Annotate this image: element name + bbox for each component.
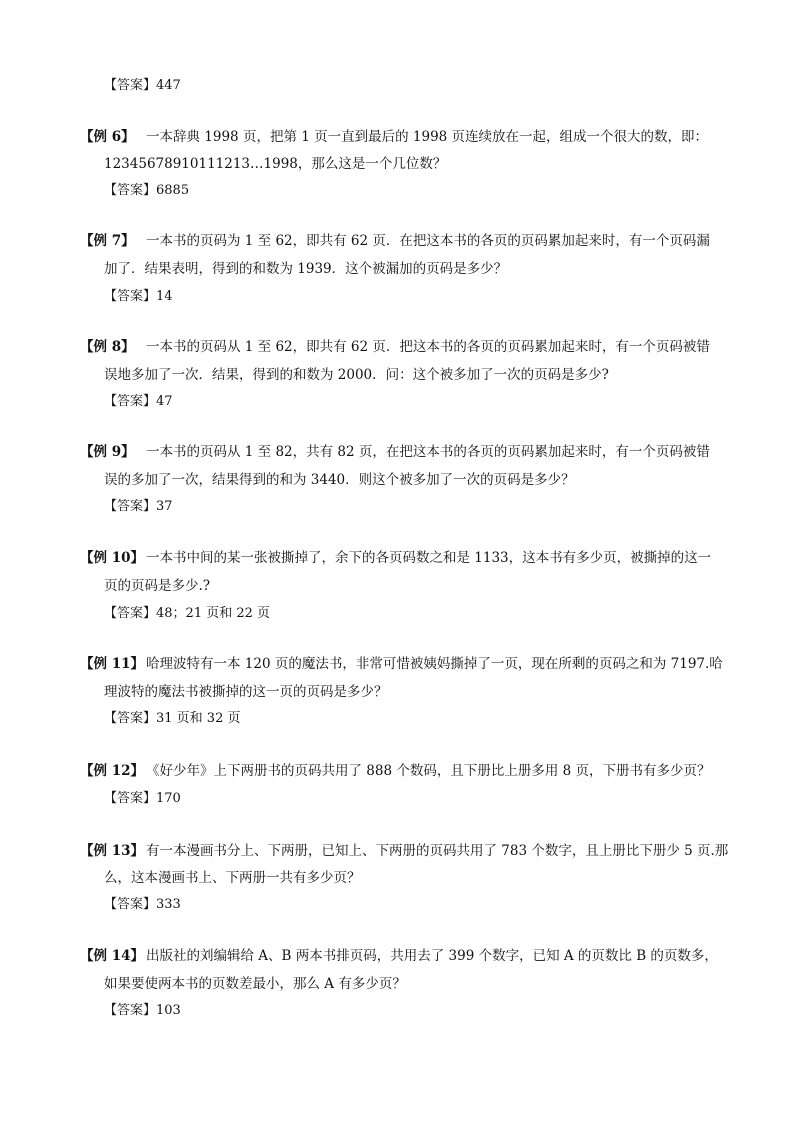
- answer-line: 【答案】103: [104, 1003, 181, 1018]
- example-text: 有一本漫画书分上、下两册，已知上、下两册的页码共用了 783 个数字，且上册比下册少 5 页.那: [146, 843, 729, 859]
- example-label: 【例 6】: [80, 129, 135, 145]
- example-text: 页的页码是多少.?: [104, 578, 211, 594]
- answer-line: 【答案】31 页和 32 页: [104, 711, 241, 726]
- answer-line: 【答案】447: [104, 78, 181, 93]
- example-text: 哈理波特有一本 120 页的魔法书，非常可惜被姨妈撕掉了一页，现在所剩的页码之和为 7197.哈: [146, 656, 723, 672]
- example-text: 么，这本漫画书上、下两册一共有多少页？: [104, 870, 361, 886]
- answer-line: 【答案】170: [104, 791, 181, 806]
- example-text: 误的多加了一次，结果得到的和为 3440．则这个被多加了一次的页码是多少？: [104, 472, 575, 488]
- example-text: 出版社的刘编辑给 A、B 两本书排页码，共用去了 399 个数字，已知 A 的页数比 B 的页数多，: [146, 948, 718, 964]
- example-text: 理波特的魔法书被撕掉的这一页的页码是多少？: [104, 684, 388, 700]
- example-label: 【例 12】: [80, 763, 144, 779]
- example-text: 一本辞典 1998 页，把第 1 页一直到最后的 1998 页连续放在一起，组成一个很大的数，即：: [146, 129, 709, 145]
- example-text: 误地多加了一次．结果，得到的和数为 2000．问：这个被多加了一次的页码是多少?: [104, 367, 609, 383]
- example-text: 《好少年》上下两册书的页码共用了 888 个数码，且下册比上册多用 8 页，下册书有多少页？: [146, 763, 711, 779]
- example-text: 一本书的页码从 1 至 82，共有 82 页，在把这本书的各页的页码累加起来时，有一个页码被错: [146, 444, 710, 460]
- example-label: 【例 7】: [80, 233, 135, 249]
- answer-line: 【答案】37: [104, 499, 173, 514]
- answer-line: 【答案】333: [104, 897, 181, 912]
- example-label: 【例 8】: [80, 339, 135, 355]
- example-text: 12345678910111213…1998，那么这是一个几位数？: [104, 156, 447, 172]
- answer-line: 【答案】14: [104, 289, 173, 304]
- example-text: 一本书的页码为 1 至 62，即共有 62 页．在把这本书的各页的页码累加起来时，有一个页码漏: [146, 233, 710, 249]
- answer-line: 【答案】47: [104, 394, 173, 409]
- example-text: 加了．结果表明，得到的和数为 1939．这个被漏加的页码是多少？: [104, 261, 508, 277]
- example-text: 一本书的页码从 1 至 62，即共有 62 页．把这本书的各页的页码累加起来时，有一个页码被错: [146, 339, 710, 355]
- example-label: 【例 10】: [80, 550, 144, 566]
- answer-line: 【答案】6885: [104, 183, 190, 198]
- example-text: 一本书中间的某一张被撕掉了，余下的各页码数之和是 1133，这本书有多少页，被撕掉的这一: [146, 550, 712, 566]
- example-text: 如果要使两本书的页数差最小，那么 A 有多少页？: [104, 976, 406, 992]
- example-label: 【例 9】: [80, 444, 135, 460]
- example-label: 【例 11】: [80, 656, 144, 672]
- example-label: 【例 14】: [80, 948, 144, 964]
- answer-line: 【答案】48；21 页和 22 页: [104, 606, 271, 621]
- example-label: 【例 13】: [80, 843, 144, 859]
